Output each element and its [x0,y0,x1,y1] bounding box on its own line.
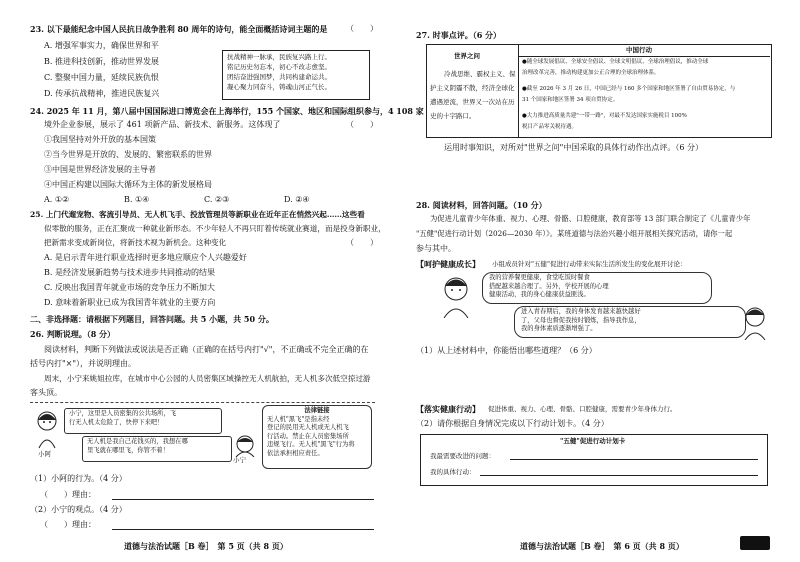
q24-item: ②当今世界是开放的、发展的、繁密联系的世界 [44,150,212,159]
left-page-footer: 道德与法治试题［B 卷］ 第 5 页（共 8 页） [124,541,288,551]
china-action-heading: 中国行动 [626,46,652,54]
bubble-line: 行无人机太危险了，快停下来吧！ [69,418,164,426]
q28-intro-line3: 参与其中。 [416,244,456,253]
table-divider [519,56,770,57]
q24-option-d: D. ②④ [284,195,310,204]
q25-stem-line2: 似零散的服务，正在汇聚成一种就业新形态。不少年轻人不再只盯着传统就业赛道，而是投身新职业， [44,224,386,233]
china-action-line: 治理改革完善，推动构建更加公正合理的全球治理体系。 [522,70,660,76]
q26-part1-reason-label: （ ）理由： [40,490,96,499]
student-speech-bubble-1 [482,272,712,304]
bubble-line: 小宁，这里是人员密集的公共场所，飞 [69,410,177,417]
legal-line: 无人机"黑飞"是指未经 [267,415,330,423]
action-plan-row-label: 我的具体行动： [430,468,476,476]
q26-intro-line2: 括号内打"×"），并说明理由。 [30,359,137,368]
legal-link-box [262,405,372,469]
boy-name: 小宁 [233,456,246,464]
answer-line[interactable] [112,529,374,530]
q25-stem-line3: 把新需求变成新岗位，将新技术视为新机会。这种变化 [44,238,227,247]
q28-part2: （2）请你根据自身情况完成以下行动计划卡。（4 分） [416,419,609,428]
q23-option-c: C. 整聚中国力量，延续民族仇恨 [44,73,159,82]
q28-tag-2-text: 促进体重、视力、心理、骨骼、口腔健康，需要青少年身体力行。 [488,405,677,413]
action-plan-row-label: 我最需要改进的问题： [430,452,495,460]
q24-item: ①我国坚持对外开放的基本国策 [44,135,156,144]
q23-option-a: A. 增强军事实力，确保世界和平 [44,41,159,50]
q23-paren: （ ） [346,24,378,33]
legal-line: 行活动。禁止在人员密集场所 [267,432,349,440]
china-action-line: 31 个国家和地区签署 34 项自贸协定。 [522,97,619,103]
q26-intro-line1: 阅读材料，判断下列做法或说法是否正确（正确的在括号内打"√"，不正确或不完全正确的在 [44,345,369,354]
q25-option-d: D. 意味着新职业已成为我国青年就业的主要方向 [44,298,216,307]
q28-part1: （1）从上述材料中，你能悟出哪些道理？（6 分） [416,346,597,355]
q26-story-line1: 周末，小宁来姚姐拉库，在城市中心公园的人员密集区域操控无人机航拍，无人机多次低空掠过游 [44,374,371,383]
action-plan-card-title: "五健"促进行动计划卡 [560,437,626,445]
bubble-line: 我的身体素质逐渐增强了。 [521,325,597,333]
legal-line: 违规飞行。无人机"黑飞"行为将 [267,441,355,449]
q24-option-b: B. ①④ [124,195,150,204]
q26-part1: （1）小阿的行为。（4 分） [30,474,127,483]
bubble-line: 里飞就在哪里飞，你管不着！ [87,446,169,454]
girl-speech-bubble [64,408,222,434]
legal-line: 依法承担相应责任。 [267,449,324,457]
q24-item: ③中国是世界经济发展的主导者 [44,165,156,174]
boy-icon [230,435,260,457]
q28-intro-line2: "五健"促进行动计划（2026—2030 年）》。某班道德与法治兴趣小组开展相关探究活动，请你一起 [416,229,733,238]
boy-speech-bubble [82,436,232,462]
bubble-line: 无人机是我自己花钱买的，我想在哪 [87,438,188,445]
q26-part2-reason-label: （ ）理由： [40,520,96,529]
poem-line: 凝心聚力同奋斗，铸魂山河正气长。 [227,83,331,91]
bubble-line: 搭配越来越合理了。另外，学校开展的心理 [489,282,609,290]
world-question-line: 护主义阴霾不散，经济全球化 [430,84,515,92]
world-question-heading: 世界之问 [454,52,480,60]
q28-title: 28. 阅读材料，回答问题。（10 分） [416,200,547,210]
q25-option-a: A. 是启示青年进行职业选择时更多地应顺应个人兴趣爱好 [44,253,247,262]
q24-item: ④中国正构建以国际大循环为主体的新发展格局 [44,180,212,189]
q23-option-d: D. 传承抗战精神，推进民族复兴 [44,89,160,98]
q23-option-b: B. 推进科技创新，推动世界发展 [44,57,159,66]
q27-ask: 运用时事知识，对所对"世界之问"中国采取的具体行动作出点评。（6 分） [444,143,703,152]
q26-part2: （2）小宁的观点。（4 分） [30,505,127,514]
q23-poem-box [222,50,370,100]
world-question-line: 冷战思维、霸权主义、保 [444,70,516,78]
student-speech-bubble-2 [514,306,746,338]
china-action-line: ●截至 2026 年 3 月 26 日，中国已经与 160 多个国家和地区签署了自由贸易协定，与 [522,86,736,92]
q24-stem-line2: 境外企业参展，展示了 461 项新产品、新技术、新服务。这体现了 [44,120,281,129]
q28-tag-2: 【落实健康行动】 [416,404,480,414]
poem-line: 团结奋进强国梦，共同构建命运共。 [227,73,331,81]
q28-intro-line1: 为促进儿童青少年体重、视力、心理、骨骼、口腔健康，教育部等 13 部门联合制定了《儿童青少年 [430,214,751,223]
table-divider [518,44,519,137]
answer-line[interactable] [480,475,758,476]
q25-option-c: C. 反映出我国青年就业市场的竞争压力不断加大 [44,283,215,292]
q24-option-a: A. ①② [44,195,70,204]
q25-stem-line1: 25. 上门代遛宠物、客流引导员、无人机飞手、投放管理员等新职业在近年正在悄然兴起……这些看 [30,210,365,219]
q24-paren: （ ） [346,120,378,129]
q28-tag-1-text: 小组成员针对"五健"促进行动带来实际生活所发生的变化展开讨论： [492,260,687,268]
student-icon [438,276,474,318]
china-action-line: 税目产品零关税待遇。 [522,124,578,130]
q23-stem: 23. 以下最能纪念中国人民抗日战争胜利 80 周年的诗句，能全面概括诗词主题的是 [30,24,328,34]
bubble-line: 了，父母也督促我按时锻炼，指导我作息， [521,316,641,324]
legal-line: 登记的民用无人机或无人机飞 [267,424,349,432]
q28-tag-1: 【呵护健康成长】 [416,259,480,269]
bubble-line: 进入青春期后，我的身体发育越来越快越好 [521,308,641,315]
q24-option-c: C. ②③ [204,195,230,204]
girl-icon [32,410,62,450]
q24-stem-line1: 24. 2025 年 11 月，第八届中国国际进口博览会在上海举行，155 个国家、地区和国际组织参与，4 108 家 [30,106,424,116]
poem-line: 抗战精神一脉承，民族复兴路上行。 [227,53,331,61]
q26-title: 26. 判断说理。（8 分） [30,329,116,339]
china-action-line: ●随全球发展倡议、全球安全倡议、全球文明倡议、全球治理倡议，推动全球 [522,59,709,65]
logo-icon [740,536,770,550]
q25-paren: （ ） [346,238,378,247]
divider [30,402,375,403]
q25-option-b: B. 是经济发展新趋势与技术进步共同推动的结果 [44,268,215,277]
answer-line[interactable] [510,459,758,460]
answer-line[interactable] [112,499,374,500]
q26-story-line2: 客头顶。 [30,388,62,397]
girl-name: 小阿 [38,450,51,458]
china-action-line: ●大力推进高质量共建"一带一路"，对最不发达国家实施税目 100% [522,113,687,119]
world-question-line: 遭遇逆流，世界又一次站在历 [430,98,515,106]
section-2-heading: 二、非选择题：请根据下列题目，回答问题。共 5 小题，共 50 分。 [30,314,274,324]
world-question-line: 史的十字路口。 [430,112,476,120]
bubble-line: 我的营养餐更健康，食堂吃饭时餐食 [489,274,590,281]
right-page-footer: 道德与法治试题［B 卷］ 第 6 页（共 8 页） [520,541,684,551]
q27-title: 27. 时事点评。（6 分） [416,30,502,40]
poem-line: 铭记历史勿忘本，初心不改志愈坚。 [227,63,331,71]
bubble-line: 健康活动，我的身心健康获益匪浅。 [489,291,590,299]
legal-link-title: 法律链接 [304,407,330,414]
